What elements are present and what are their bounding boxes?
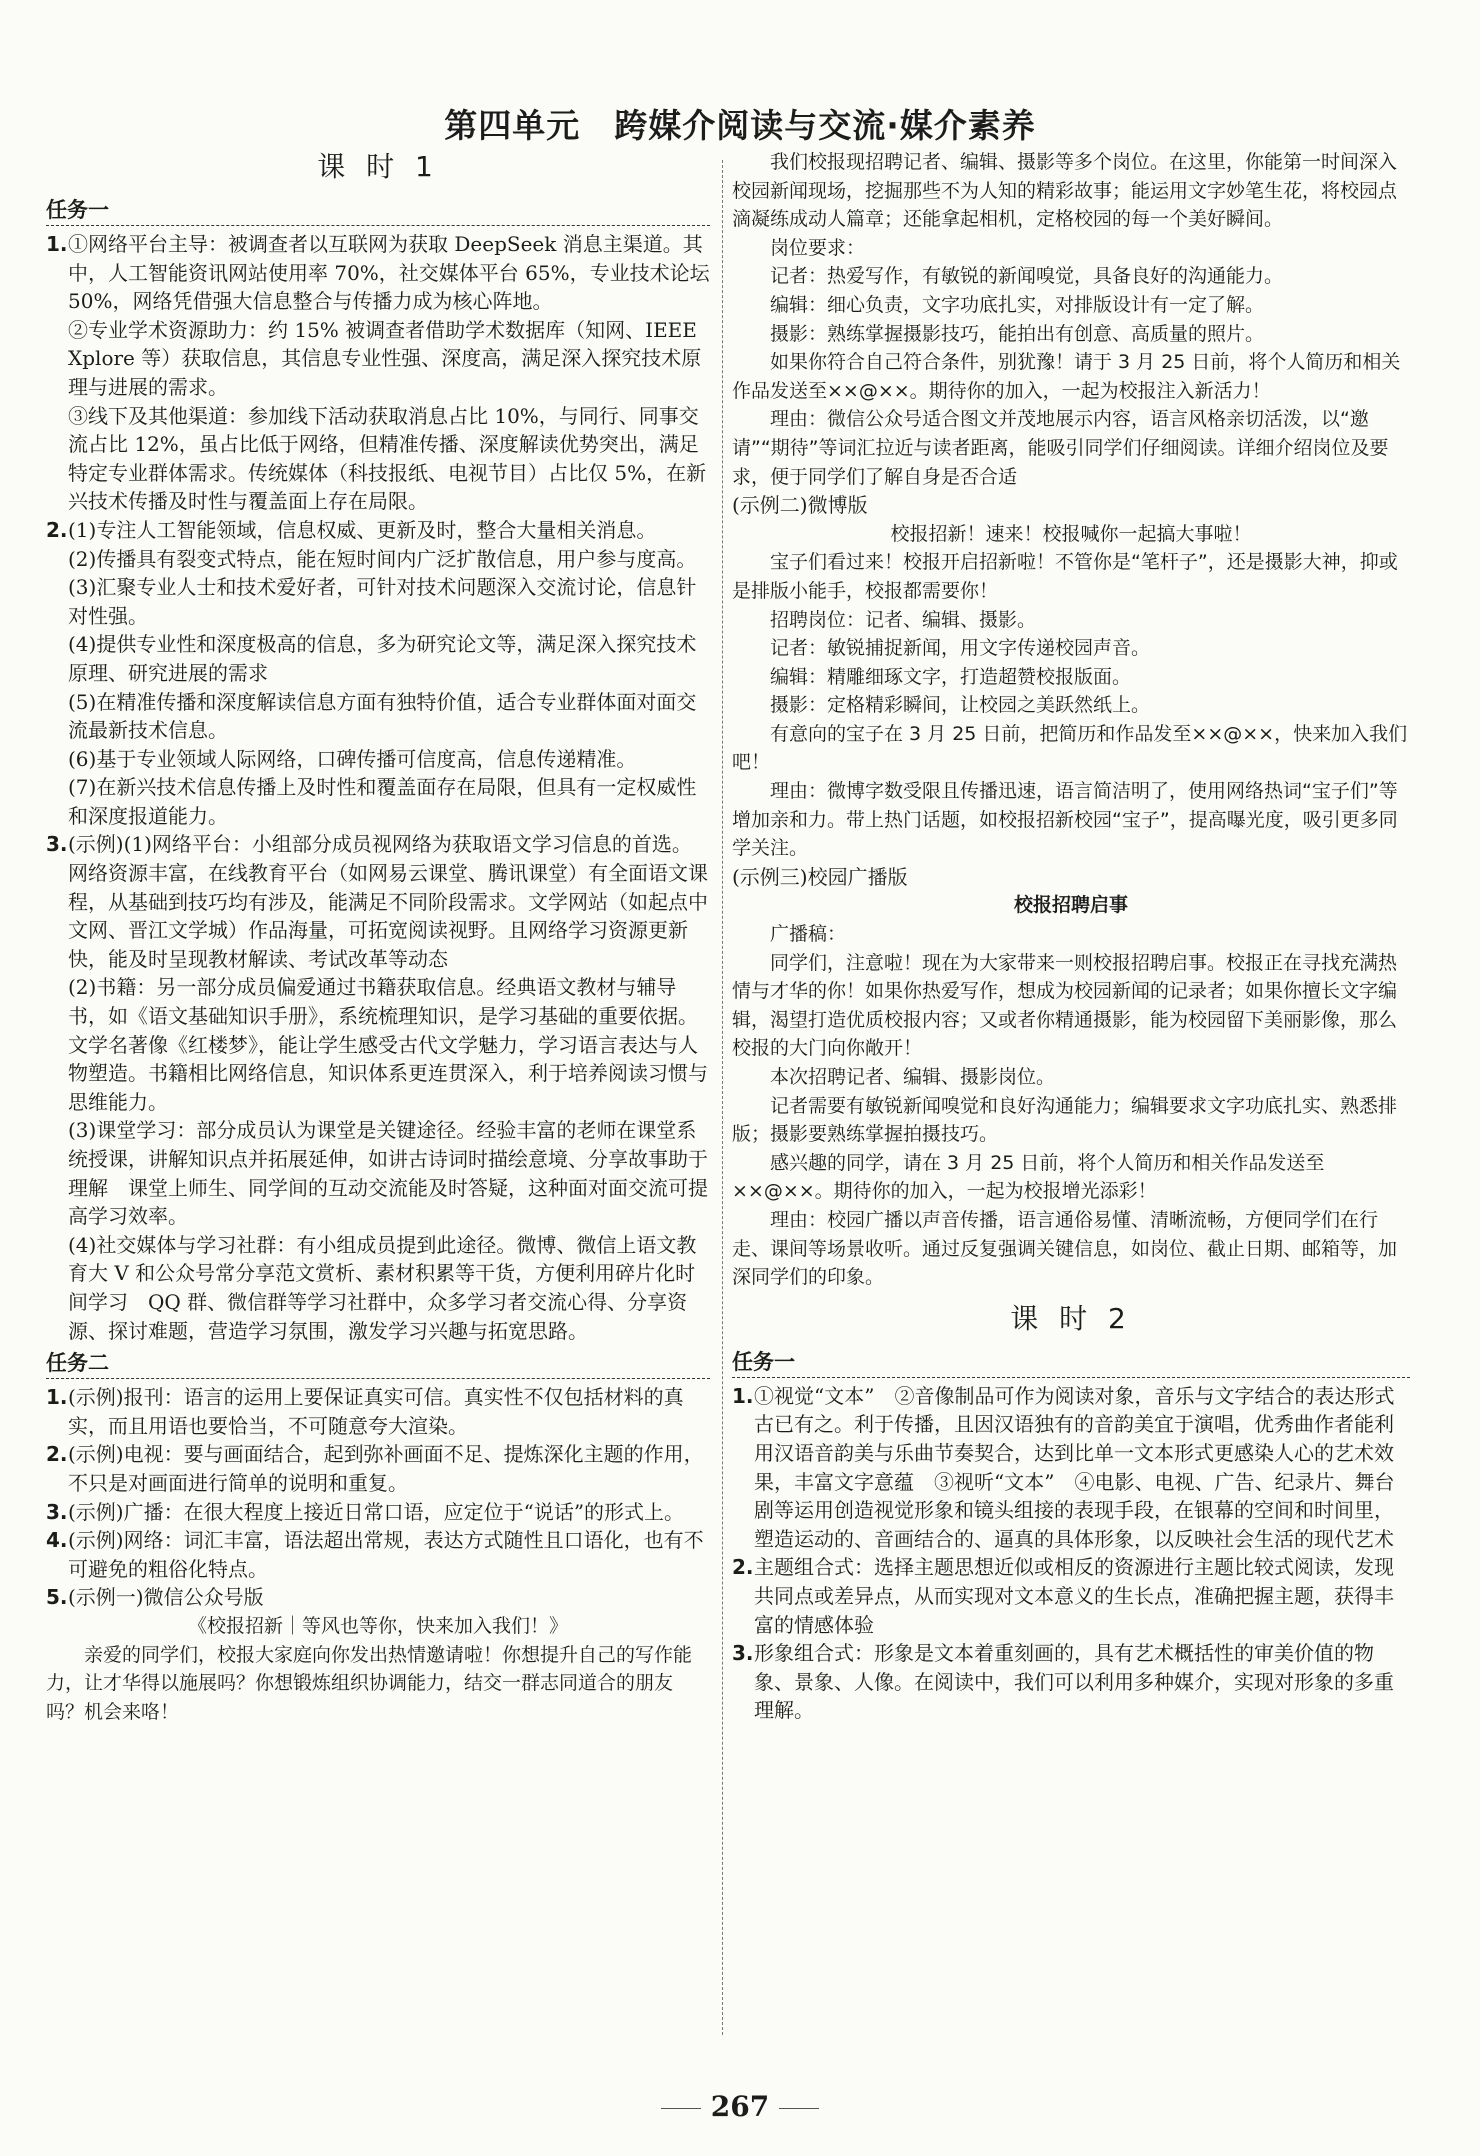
answer-para: (5)在精准传播和深度解读信息方面有独特价值，适合专业群体面对面交流最新技术信息。 [68, 689, 697, 743]
lesson-heading: 课 时 2 [1010, 1301, 1132, 1335]
answer-item [46, 1383, 710, 1440]
item-number: 3. [46, 1499, 68, 1524]
example-heading: (示例三)校园广播版 [732, 864, 908, 889]
weibo-paragraph: 编辑：精雕细琢文字，打造超赞校报版面。 [770, 665, 1132, 688]
answer-para: ③线下及其他渠道：参加线下活动获取消息占比 10%，与同行、同事交流占比 12%，虽占比低于网络，但精准传播、深度解读优势突出，满足特定专业群体需求。传统媒体（科技报纸、电视节目）占比仅 5%，在新兴技术传播及时性与覆盖面上存在局限。 [68, 403, 707, 514]
answer-para: (7)在新兴技术信息传播上及时性和覆盖面存在局限，但具有一定权威性和深度报道能力。 [68, 775, 697, 828]
task-heading: 任务二 [46, 1349, 710, 1379]
item-number: 3. [46, 832, 68, 857]
item-number: 2. [46, 517, 68, 542]
page-number-dash [661, 2108, 701, 2109]
weibo-title: 校报招新！速来！校报喊你一起搞大事啦！ [890, 522, 1252, 545]
task-heading: 任务一 [732, 1348, 1410, 1378]
answer-para: 主题组合式：选择主题思想近似或相反的资源进行主题比较式阅读，发现共同点或差异点，从而实现对文本意义的生长点，准确把握主题，获得丰富的情感体验 [754, 1555, 1394, 1637]
answer-para: ①网络平台主导：被调查者以互联网为获取 DeepSeek 消息主渠道。其中，人工智能资讯网站使用率 70%，社交媒体平台 65%，专业技术论坛 50%，网络凭借强大信息整合与传播力成为核心阵地。 [68, 232, 710, 314]
unit-title: 第四单元 跨媒介阅读与交流·媒介素养 [444, 106, 1036, 145]
radio-paragraph: 同学们，注意啦！现在为大家带来一则校报招聘启事。校报正在寻找充满热情与才华的你！如果你热爱写作，想成为校园新闻的记录者；如果你擅长文字编辑，渴望打造优质校报内容；又或者你精通摄影，能为校园留下美丽影像，那么校报的大门向你敞开！ [732, 951, 1398, 1060]
item-number: 3. [732, 1641, 754, 1666]
answer-item [46, 830, 710, 1345]
answer-para: ①视觉“文本” ②音像制品可作为阅读对象，音乐与文字结合的表达形式古已有之。利于传播，且因汉语独有的音韵美宜于演唱，优秀曲作者能利用汉语音韵美与乐曲节奏契合，达到比单一文本形式更感染人心的艺术效果，丰富文字意蕴 ③视听“文本” ④电影、电视、广告、纪录片、舞台剧等运用创造视觉形象和镜头组接的表现手段，在银幕的空间和时间里，塑造运动的、音画结合的、逼真的具体形象，以反映社会生活的现代艺术 [754, 1383, 1395, 1551]
column-divider [722, 160, 723, 2035]
weibo-paragraph: 招聘岗位：记者、编辑、摄影。 [770, 608, 1037, 631]
wechat-paragraph: 摄影：熟练掌握摄影技巧，能拍出有创意、高质量的照片。 [770, 322, 1265, 345]
answer-para: 形象组合式：形象是文本着重刻画的，具有艺术概括性的审美价值的物象、景象、人像。在阅读中，我们可以利用多种媒介，实现对形象的多重理解。 [754, 1641, 1394, 1723]
answer-item [46, 1526, 710, 1583]
item-number: 2. [46, 1442, 68, 1467]
answer-para: ②专业学术资源助力：约 15% 被调查者借助学术数据库（知网、IEEE Xplore 等）获取信息，其信息专业性强、深度高，满足深入探究技术原理与进展的需求。 [68, 317, 702, 399]
answer-para: (2)书籍：另一部分成员偏爱通过书籍获取信息。经典语文教材与辅导书，如《语文基础知识手册》，系统梳理知识，是学习基础的重要依据。文学名著像《红楼梦》，能让学生感受古代文学魅力，学习语言表达与人物塑造。书籍相比网络信息，知识体系更连贯深入，利于培养阅读习惯与思维能力。 [68, 975, 708, 1114]
radio-paragraph: 本次招聘记者、编辑、摄影岗位。 [770, 1066, 1056, 1088]
reason-paragraph: 理由：校园广播以声音传播，语言通俗易懂、清晰流畅，方便同学们在行走、课间等场景收听。通过反复强调关键信息，如岗位、截止日期、邮箱等，加深同学们的印象。 [732, 1208, 1398, 1289]
answer-item [46, 1440, 710, 1497]
answer-para: (3)汇聚专业人士和技术爱好者，可针对技术问题深入交流讨论，信息针对性强。 [68, 575, 697, 628]
weibo-paragraph: 记者：敏锐捕捉新闻，用文字传递校园声音。 [770, 637, 1151, 660]
answer-para: (4)社交媒体与学习社群：有小组成员提到此途径。微博、微信上语文教育大 V 和公众号常分享范文赏析、素材积累等干货，方便利用碎片化时间学习 QQ 群、微信群等学习社群中，众多学习者交流心得、分享资源、探讨难题，营造学习氛围，激发学习兴趣与拓宽思路。 [68, 1232, 697, 1343]
item-number: 1. [46, 1385, 68, 1410]
radio-paragraph: 感兴趣的同学，请在 3 月 25 日前，将个人简历和相关作品发送至××@××。期待你的加入，一起为校报增光添彩！ [732, 1151, 1325, 1203]
wechat-paragraph: 记者：热爱写作，有敏锐的新闻嗅觉，具备良好的沟通能力。 [770, 265, 1284, 288]
right-column [732, 148, 1410, 1725]
page-number-dash [779, 2108, 819, 2109]
page-number-text: 267 [710, 2090, 770, 2123]
answer-item [732, 1382, 1410, 1554]
answer-para: (示例)电视：要与画面结合，起到弥补画面不足、提炼深化主题的作用，不只是对画面进行简单的说明和重复。 [68, 1442, 704, 1495]
lesson-heading: 课 时 1 [317, 150, 439, 183]
answer-para: (示例)(1)网络平台：小组部分成员视网络为获取语文学习信息的首选。网络资源丰富，在线教育平台（如网易云课堂、腾讯课堂）有全面语文课程，从基础到技巧均有涉及，能满足不同阶段需求。文学网站（如起点中文网、晋江文学城）作品海量，可拓宽阅读视野。且网络学习资源更新快，能及时呈现教材解读、考试改革等动态 [68, 832, 708, 971]
answer-para: (3)课堂学习：部分成员认为课堂是关键途径。经验丰富的老师在课堂系统授课，讲解知识点并拓展延伸，如讲古诗词时描绘意境、分享故事助于理解 课堂上师生、同学间的互动交流能及时答疑，这种面对面交流可提高学习效率。 [68, 1118, 708, 1229]
answer-para: (1)专注人工智能领域，信息权威、更新及时，整合大量相关消息。 [68, 517, 657, 542]
radio-paragraph: 记者需要有敏锐新闻嗅觉和良好沟通能力；编辑要求文字功底扎实、熟悉排版；摄影要熟练掌握拍摄技巧。 [732, 1094, 1398, 1146]
radio-title: 校报招聘启事 [1013, 894, 1128, 917]
answer-para: (示例)报刊：语言的运用上要保证真实可信。真实性不仅包括材料的真实，而且用语也要恰当，不可随意夸大渲染。 [68, 1385, 684, 1438]
item-number: 5. [46, 1585, 68, 1610]
answer-item [46, 1498, 710, 1527]
left-column [46, 148, 710, 1726]
answer-para: (2)传播具有裂变式特点，能在短时间内广泛扩散信息，用户参与度高。 [68, 546, 697, 571]
item-number: 1. [732, 1383, 754, 1408]
answer-item [46, 1583, 710, 1612]
answer-para: (4)提供专业性和深度极高的信息，多为研究论文等，满足深入探究技术原理、研究进展的需求 [68, 632, 697, 685]
wechat-paragraph: 我们校报现招聘记者、编辑、摄影等多个岗位。在这里，你能第一时间深入校园新闻现场，挖掘那些不为人知的精彩故事；能运用文字妙笔生花，将校园点滴凝练成动人篇章；还能拿起相机，定格校园的每一个美好瞬间。 [732, 151, 1398, 231]
wechat-paragraph: 编辑：细心负责，文字功底扎实，对排版设计有一定了解。 [770, 293, 1265, 316]
radio-paragraph: 广播稿： [770, 923, 847, 946]
reason-paragraph: 理由：微信公众号适合图文并茂地展示内容，语言风格亲切活泼，以“邀请”“期待”等词汇拉近与读者距离，能吸引同学们仔细阅读。详细介绍岗位及要求，便于同学们了解自身是否合适 [732, 408, 1389, 488]
answer-para: (示例)广播：在很大程度上接近日常口语，应定位于“说话”的形式上。 [68, 1499, 685, 1524]
wechat-paragraph: 亲爱的同学们，校报大家庭向你发出热情邀请啦！你想提升自己的写作能力，让才华得以施展吗？你想锻炼组织协调能力，结交一群志同道合的朋友吗？机会来咯！ [46, 1643, 693, 1723]
weibo-paragraph: 摄影：定格精彩瞬间，让校园之美跃然纸上。 [770, 694, 1151, 717]
reason-paragraph: 理由：微博字数受限且传播迅速，语言简洁明了，使用网络热词“宝子们”等增加亲和力。带上热门话题，如校报招新校园“宝子”，提高曝光度，吸引更多同学关注。 [732, 780, 1398, 860]
answer-para: (示例一)微信公众号版 [68, 1585, 264, 1610]
item-number: 1. [46, 232, 68, 256]
answer-item [732, 1553, 1410, 1639]
wechat-title: 《校报招新｜等风也等你，快来加入我们！》 [187, 1614, 568, 1637]
task-heading: 任务一 [46, 196, 710, 226]
weibo-paragraph: 有意向的宝子在 3 月 25 日前，把简历和作品发至××@××，快来加入我们吧！ [732, 722, 1408, 774]
answer-item [46, 516, 710, 831]
answer-para: (6)基于专业领域人际网络，口碑传播可信度高，信息传递精准。 [68, 746, 637, 771]
answer-item [46, 230, 710, 516]
wechat-paragraph: 岗位要求： [770, 236, 866, 259]
example-heading: (示例二)微博版 [732, 493, 868, 518]
item-number: 2. [732, 1555, 754, 1580]
weibo-paragraph: 宝子们看过来！校报开启招新啦！不管你是“笔杆子”，还是摄影大神，抑或是排版小能手，校报都需要你！ [732, 551, 1398, 602]
answer-item [732, 1639, 1410, 1725]
page-number [0, 2090, 1480, 2123]
answer-para: (示例)网络：词汇丰富，语法超出常规，表达方式随性且口语化，也有不可避免的粗俗化特点。 [68, 1528, 704, 1581]
item-number: 4. [46, 1528, 68, 1553]
wechat-paragraph: 如果你符合自己符合条件，别犹豫！请于 3 月 25 日前，将个人简历和相关作品发送至××@××。期待你的加入，一起为校报注入新活力！ [732, 351, 1401, 402]
